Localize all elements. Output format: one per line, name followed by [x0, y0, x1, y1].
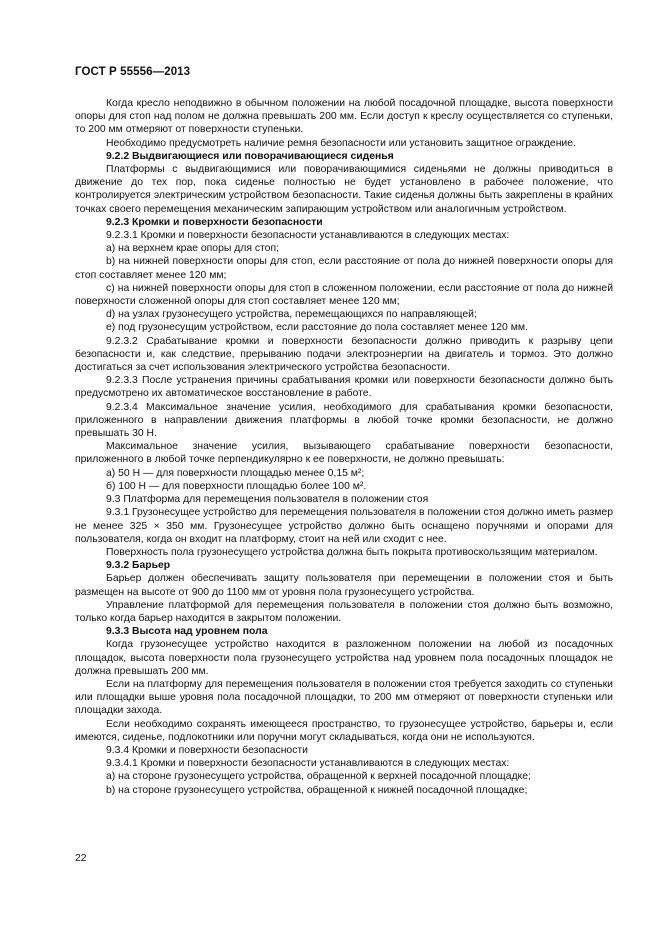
paragraph: Максимальное значение усилия, вызывающего срабатывание поверхности безопасности, приложенного в любой точке перпендикулярно к ее поверхности, не должно превышать: — [75, 441, 613, 466]
section-heading: 9.2.2 Выдвигающиеся или поворачивающиеся сиденья — [106, 150, 394, 162]
list-item: a) на стороне грузонесущего устройства, обращенной к верхней посадочной площадке; — [106, 771, 531, 783]
list-item: b) на стороне грузонесущего устройства, обращенной к нижней посадочной площадке; — [106, 784, 528, 796]
paragraph: 9.3.1 Грузонесущее устройство для перемещения пользователя в положении стоя должно иметь размер не менее 325 × 350 мм. Грузонесущее устройство должно быть оснащено поручнями и опорами для пользователя, когда он входит на платформу, стоит на ней или сходит с нее. — [75, 507, 613, 545]
paragraph: 9.2.3.4 Максимальное значение усилия, необходимого для срабатывания кромки безопасности, приложенного в направлении движения платформы в любой точке кромки безопасности, не должно превышать 30 Н. — [75, 401, 613, 440]
paragraph: Когда кресло неподвижно в обычном положении на любой посадочной площадке, высота поверхности опоры для стоп над полом не должна превышать 200 мм. Если доступ к креслу осуществляется со ступеньки, то 200 мм отмеряют от поверхности ступеньки. — [75, 98, 613, 136]
paragraph: 9.2.3.3 После устранения причины срабатывания кромки или поверхности безопасности должно быть предусмотрено их автоматическое восстановление в работе. — [75, 375, 613, 400]
section-heading: 9.2.3 Кромки и поверхности безопасности — [106, 216, 323, 228]
paragraph: Барьер должен обеспечивать защиту пользователя при перемещении в положении стоя и быть размещен на высоте от 900 до 1100 мм от уровня пола грузонесущего устройства. — [75, 573, 613, 598]
list-item: c) на нижней поверхности опоры для стоп в сложенном положении, если расстояние от пола до нижней поверхности сложенной опоры для стоп составляет менее 120 мм; — [75, 282, 613, 308]
paragraph: Платформы с выдвигающимися или поворачивающимися сиденьями не должны приводиться в движение до тех пор, пока сиденье полностью не будет установлено в рабочее положение, что контролируется электрическим устройством безопасности. Такие сиденья должны быть закреплены в крайних точках своего перемещения механическим запирающим устройством или аналогичным устройством. — [75, 164, 613, 215]
list-item: б) 100 Н — для поверхности площадью более 100 м². — [106, 480, 367, 492]
paragraph: 9.2.3.1 Кромки и поверхности безопасности устанавливаются в следующих местах: — [106, 230, 510, 242]
paragraph: Если на платформу для перемещения пользователя в положении стоя требуется заходить со ступеньки или площадки выше уровня пола посадочной площадки, то 200 мм отмеряют от поверхности ступеньки или площадки захода. — [75, 678, 613, 717]
document-body — [75, 97, 613, 797]
paragraph: 9.3.4.1 Кромки и поверхности безопасности устанавливаются в следующих местах: — [106, 758, 510, 770]
list-item: d) на узлах грузонесущего устройства, перемещающихся по направляющей; — [106, 309, 477, 321]
section-heading: 9.3.4 Кромки и поверхности безопасности — [106, 744, 308, 756]
paragraph: Необходимо предусмотреть наличие ремня безопасности или установить защитное ограждение. — [106, 137, 576, 149]
paragraph: 9.2.3.2 Срабатывание кромки и поверхности безопасности должно приводить к разрыву цепи безопасности и, как следствие, прерыванию подачи электроэнергии на двигатель и тормоз. Это должно достигаться за счет использования электрического устройства безопасности. — [75, 335, 613, 374]
section-heading: 9.3.2 Барьер — [106, 560, 171, 572]
document-code-header: ГОСТ Р 55556—2013 — [75, 66, 191, 78]
paragraph: Управление платформой для перемещения пользователя в положении стоя должно быть возможно, только когда барьер находится в закрытом положении. — [75, 599, 613, 624]
paragraph: Когда грузонесущее устройство находится в разложенном положении на любой из посадочных площадок, высота поверхности пола грузонесущего устройства над уровнем пола посадочных площадок не должна превышать 200 мм. — [75, 639, 613, 677]
list-item: а) 50 Н — для поверхности площадью менее 0,15 м²; — [106, 467, 365, 479]
page-number: 22 — [75, 853, 87, 864]
list-item: a) на верхнем крае опоры для стоп; — [106, 243, 279, 255]
list-item: b) на нижней поверхности опоры для стоп, если расстояние от пола до нижней поверхности опоры для стоп составляет менее 120 мм; — [75, 256, 613, 281]
paragraph: Поверхность пола грузонесущего устройства должна быть покрыта противоскользящим материалом. — [106, 546, 598, 558]
section-heading: 9.3 Платформа для перемещения пользователя в положении стоя — [106, 494, 429, 506]
paragraph: Если необходимо сохранять имеющееся пространство, то грузонесущее устройство, барьеры и, если имеются, сиденье, подлокотники или поручни могут складываться, когда они не используются. — [75, 718, 613, 743]
section-heading: 9.3.3 Высота над уровнем пола — [106, 626, 268, 638]
list-item: e) под грузонесущим устройством, если расстояние до пола составляет менее 120 мм. — [106, 322, 528, 334]
